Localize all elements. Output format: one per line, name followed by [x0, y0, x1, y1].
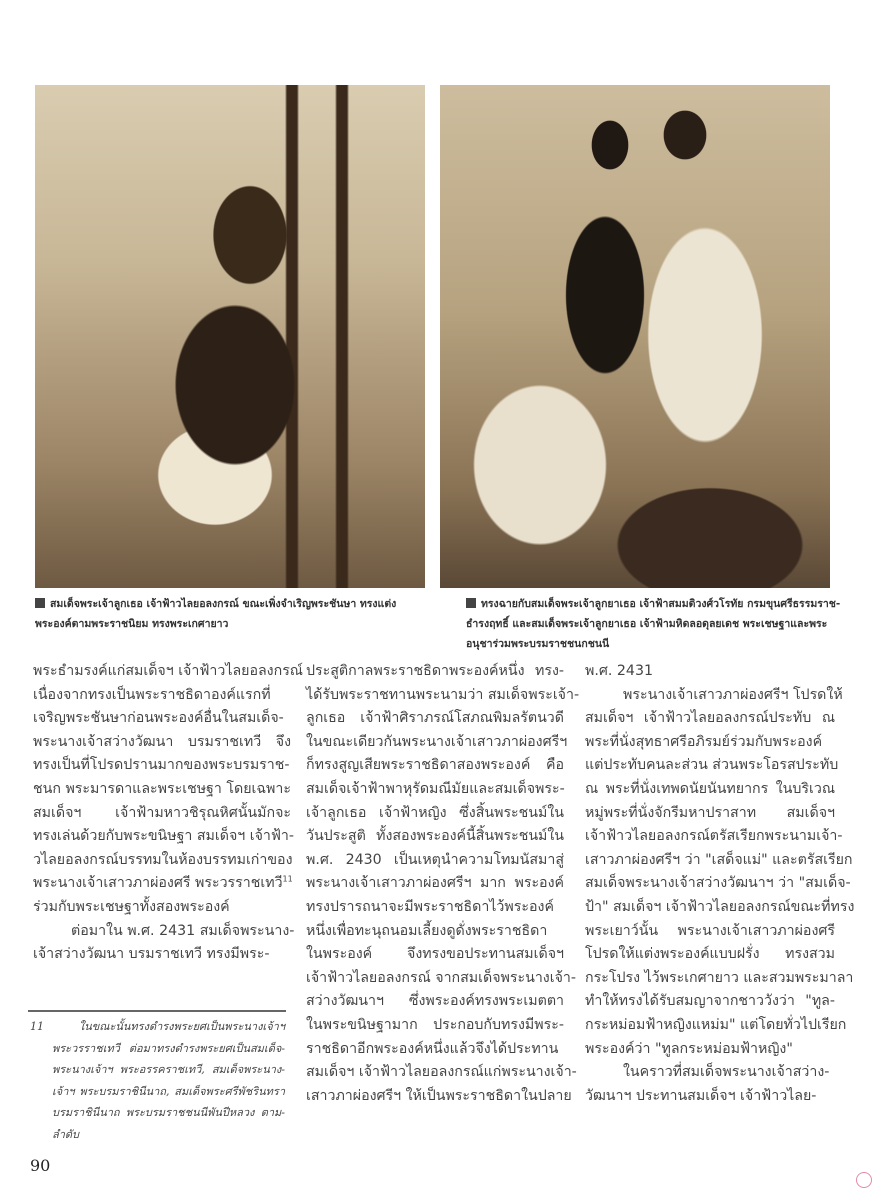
- text-line-content: เจ้าสว่างวัฒนา บรมราชเทวี ทรงมีพระ-: [33, 946, 270, 963]
- text-line: [306, 684, 580, 708]
- text-line-content: พ.ศ. 2430 เป็นเหตุนำความโทมนัสมาสู่: [306, 851, 564, 868]
- text-line-content: พ.ศ. 2431: [585, 663, 653, 679]
- text-line-content: แต่ประทับคนละส่วน ส่วนพระโอรสประทับ: [585, 757, 839, 774]
- text-line: [306, 990, 564, 1014]
- text-line-content: เสาวภาผ่องศรีฯ ว่า "เสด็จแม่" และตรัสเรียก: [585, 851, 853, 868]
- text-line: [585, 778, 835, 802]
- page-number: 90: [30, 1156, 51, 1175]
- text-line-content: ในคราวที่สมเด็จพระนางเจ้าสว่าง-: [623, 1064, 830, 1081]
- text-line: [585, 684, 843, 708]
- text-line: [306, 1038, 564, 1062]
- text-line: [306, 1014, 564, 1038]
- text-line: [585, 849, 853, 873]
- footnote-line: พระวรราชเทวี ต่อมาทรงดำรงพระยศเป็นสมเด็จ-: [52, 1041, 285, 1055]
- text-column-2: [306, 660, 580, 1108]
- text-line-content: สว่างวัฒนาฯ ซึ่งพระองค์ทรงพระเมตตา: [306, 993, 564, 1010]
- text-line-content: พระนางเจ้าเสาวภาผ่องศรี พระวรราชเทวี: [33, 875, 283, 892]
- text-line: [33, 731, 291, 755]
- text-line-content: วไลยอลงกรณ์บรรทมในห้องบรรทมเก่าของ: [33, 851, 293, 868]
- text-line: [585, 967, 854, 991]
- text-line-content: สมเด็จเจ้าฟ้าพาหุรัดมณีมัยและสมเด็จพระ-: [306, 780, 565, 797]
- text-line: [33, 660, 303, 684]
- text-line: [306, 920, 564, 944]
- footnote-line: 11 ในขณะนั้นทรงดำรงพระยศเป็นพระนางเจ้าฯ: [30, 1020, 285, 1033]
- text-line-content: หมู่พระที่นั่งจักรีมหาปราสาท สมเด็จฯ: [585, 804, 835, 821]
- text-line-content: ทรงเป็นที่โปรดปรานมากของพระบรมราช-: [33, 757, 290, 774]
- photo-princess-with-brothers: [440, 85, 830, 588]
- footnote-line: พระนางเจ้าฯ พระอรรคราชเทวี, สมเด็จพระนาง-: [52, 1063, 285, 1076]
- text-line: [33, 920, 295, 944]
- text-line: [585, 707, 835, 731]
- text-line: [306, 731, 568, 755]
- text-line-content: ลูกเธอ เจ้าฟ้าศิราภรณ์โสภณพิมลรัตนวดี: [306, 710, 564, 727]
- text-line-content: สมเด็จพระนางเจ้าสว่างวัฒนาฯ ว่า "สมเด็จ-: [585, 875, 851, 892]
- text-line: [306, 872, 564, 896]
- text-line: [33, 825, 295, 849]
- text-line: [306, 707, 564, 731]
- text-line: [33, 849, 291, 873]
- text-line: [585, 825, 843, 849]
- text-line-content: พระธำมรงค์แก่สมเด็จฯ เจ้าฟ้าวไลยอลงกรณ์: [33, 663, 303, 679]
- library-stamp-icon: [856, 1172, 872, 1188]
- text-line: [585, 896, 855, 920]
- footnote-divider: [28, 1010, 286, 1012]
- text-line-content: เสาวภาผ่องศรีฯ ให้เป็นพระราชธิดาในปลาย: [306, 1087, 572, 1104]
- text-line-content: ในพระขนิษฐามาก ประกอบกับทรงมีพระ-: [306, 1016, 564, 1033]
- text-line-content: ประสูติกาลพระราชธิดาพระองค์หนึ่ง ทรง-: [306, 663, 564, 679]
- text-line-content: วัฒนาฯ ประทานสมเด็จฯ เจ้าฟ้าวไลย-: [585, 1087, 817, 1104]
- text-line-content: เจ้าฟ้าวไลยอลงกรณ์ตรัสเรียกพระนามเจ้า-: [585, 828, 843, 845]
- text-line-content: ป้า" สมเด็จฯ เจ้าฟ้าวไลยอลงกรณ์ขณะที่ทรง: [585, 898, 855, 915]
- text-line-content: ณ พระที่นั่งเทพดนัยนันทยากร ในบริเวณ: [585, 780, 835, 797]
- text-line-content: ก็ทรงสูญเสียพระราชธิดาสองพระองค์ คือ: [306, 757, 564, 774]
- text-line: [585, 802, 835, 826]
- footnote-line: บรมราชินีนาถ พระบรมราชชนนีพันปีหลวง ตาม-: [52, 1106, 285, 1119]
- text-line: [33, 754, 291, 778]
- text-line: [306, 896, 564, 920]
- text-column-1: [33, 660, 303, 967]
- text-line-content: พระนางเจ้าสว่างวัฒนา บรมราชเทวี จึง: [33, 733, 291, 750]
- text-line: [585, 920, 835, 944]
- text-line-content: เนื่องจากทรงเป็นพระราชธิดาองค์แรกที่: [33, 686, 271, 703]
- text-line: [585, 1061, 835, 1085]
- photo-princess-valaya-alongkorn: [35, 85, 425, 588]
- text-line-content: พระนางเจ้าเสาวภาผ่องศรีฯ มาก พระองค์: [306, 875, 564, 892]
- text-line: [33, 684, 291, 708]
- text-line: [585, 660, 835, 684]
- text-line: [33, 778, 291, 802]
- text-line: [306, 802, 564, 826]
- text-line: [306, 754, 564, 778]
- text-line-content: ชนก พระมารดาและพระเชษฐา โดยเฉพาะ: [33, 780, 291, 797]
- text-line-content: ต่อมาใน พ.ศ. 2431 สมเด็จพระนาง-: [71, 922, 295, 939]
- text-line-content: เจ้าลูกเธอ เจ้าฟ้าหญิง ซึ่งสิ้นพระชนม์ใน: [306, 804, 564, 821]
- text-line: [585, 1038, 835, 1062]
- text-line: [585, 1085, 835, 1109]
- text-line: [306, 778, 564, 802]
- text-line: [33, 896, 291, 920]
- text-line-content: กระหม่อมฟ้าหญิงแหม่ม" แต่โดยทั่วไปเรียก: [585, 1016, 847, 1033]
- text-line-content: เจริญพระชันษาก่อนพระองค์อื่นในสมเด็จ-: [33, 710, 284, 727]
- text-line: [306, 1061, 577, 1085]
- text-line: [585, 754, 839, 778]
- text-line-content: โปรดให้แต่งพระองค์แบบฝรั่ง ทรงสวม: [585, 946, 835, 963]
- text-line-content: ในพระองค์ จึงทรงขอประทานสมเด็จฯ: [306, 946, 564, 963]
- text-line-content: ร่วมกับพระเชษฐาทั้งสองพระองค์: [33, 898, 230, 915]
- footnote: [30, 1016, 285, 1145]
- text-line: [306, 849, 564, 873]
- text-line-content: ราชธิดาอีกพระองค์หนึ่งแล้วจึงได้ประทาน: [306, 1040, 559, 1057]
- text-line-content: กระโปรง ไว้พระเกศายาว และสวมพระมาลา: [585, 969, 854, 986]
- text-line-content: ในขณะเดียวกันพระนางเจ้าเสาวภาผ่องศรีฯ: [306, 733, 568, 750]
- text-line: [33, 802, 291, 826]
- text-line: [306, 825, 564, 849]
- text-line: [306, 660, 564, 684]
- footnote-reference: 11: [282, 874, 293, 884]
- text-line: [306, 967, 576, 991]
- text-line-content: วันประสูติ ทั้งสองพระองค์นี้สิ้นพระชนม์ใน: [306, 828, 564, 845]
- caption-text: ทรงฉายกับสมเด็จพระเจ้าลูกยาเธอ เจ้าฟ้าสมมติวงศ์วโรทัย กรมขุนศรีธรรมราช-ธำรงฤทธิ์ และสมเด็จพระเจ้าลูกยาเธอ เจ้าฟ้ามหิดลอดุลยเดช พระเชษฐาและพระอนุชาร่วมพระบรมราชชนกชนนี: [466, 598, 841, 650]
- text-line-content: พระเยาว์นั้น พระนางเจ้าเสาวภาผ่องศรี: [585, 922, 835, 939]
- footnote-line: ลำดับ: [52, 1127, 80, 1141]
- text-line-content: ได้รับพระราชทานพระนามว่า สมเด็จพระเจ้า-: [306, 686, 580, 703]
- text-line: [585, 872, 851, 896]
- text-line: [33, 872, 291, 896]
- text-line-content: สมเด็จฯ เจ้าฟ้าวไลยอลงกรณ์ประทับ ณ: [585, 710, 835, 727]
- text-line: [585, 990, 835, 1014]
- text-line: [585, 943, 835, 967]
- text-line: [33, 943, 291, 967]
- text-line-content: เจ้าฟ้าวไลยอลงกรณ์ จากสมเด็จพระนางเจ้า-: [306, 969, 576, 986]
- caption-square-icon: [466, 598, 476, 608]
- text-line-content: สมเด็จฯ เจ้าฟ้าวไลยอลงกรณ์แก่พระนางเจ้า-: [306, 1064, 577, 1081]
- text-line-content: พระองค์ว่า "ทูลกระหม่อมฟ้าหญิง": [585, 1040, 793, 1057]
- text-line-content: สมเด็จฯ เจ้าฟ้ามหาวชิรุณหิศนั้นมักจะ: [33, 804, 291, 821]
- text-line: [33, 707, 291, 731]
- caption-square-icon: [35, 598, 45, 608]
- text-line: [306, 1085, 572, 1109]
- text-line: [585, 731, 835, 755]
- footnote-line: เจ้าฯ พระบรมราชินีนาถ, สมเด็จพระศรีพัชรินทรา: [52, 1084, 285, 1098]
- text-line: [306, 943, 564, 967]
- photo-caption-1: [35, 594, 430, 634]
- photo-caption-2: [466, 594, 846, 654]
- text-line: [585, 1014, 847, 1038]
- text-line-content: ทำให้ทรงได้รับสมญาจากชาววังว่า "ทูล-: [585, 993, 835, 1010]
- text-line-content: พระนางเจ้าเสาวภาผ่องศรีฯ โปรดให้: [623, 686, 843, 703]
- text-line-content: พระที่นั่งสุทธาศรีอภิรมย์ร่วมกับพระองค์: [585, 733, 823, 750]
- text-line-content: หนึ่งเพื่อทะนุถนอมเลี้ยงดูดั่งพระราชธิดา: [306, 922, 548, 939]
- text-line-content: ทรงเล่นด้วยกับพระขนิษฐา สมเด็จฯ เจ้าฟ้า-: [33, 828, 295, 845]
- caption-text: สมเด็จพระเจ้าลูกเธอ เจ้าฟ้าวไลยอลงกรณ์ ขณะเพิ่งจำเริญพระชันษา ทรงแต่ง พระองค์ตามพระราชนิยม ทรงพระเกศายาว: [35, 598, 397, 630]
- text-line-content: ทรงปรารถนาจะมีพระราชธิดาไว้พระองค์: [306, 898, 554, 915]
- text-column-3: [585, 660, 855, 1108]
